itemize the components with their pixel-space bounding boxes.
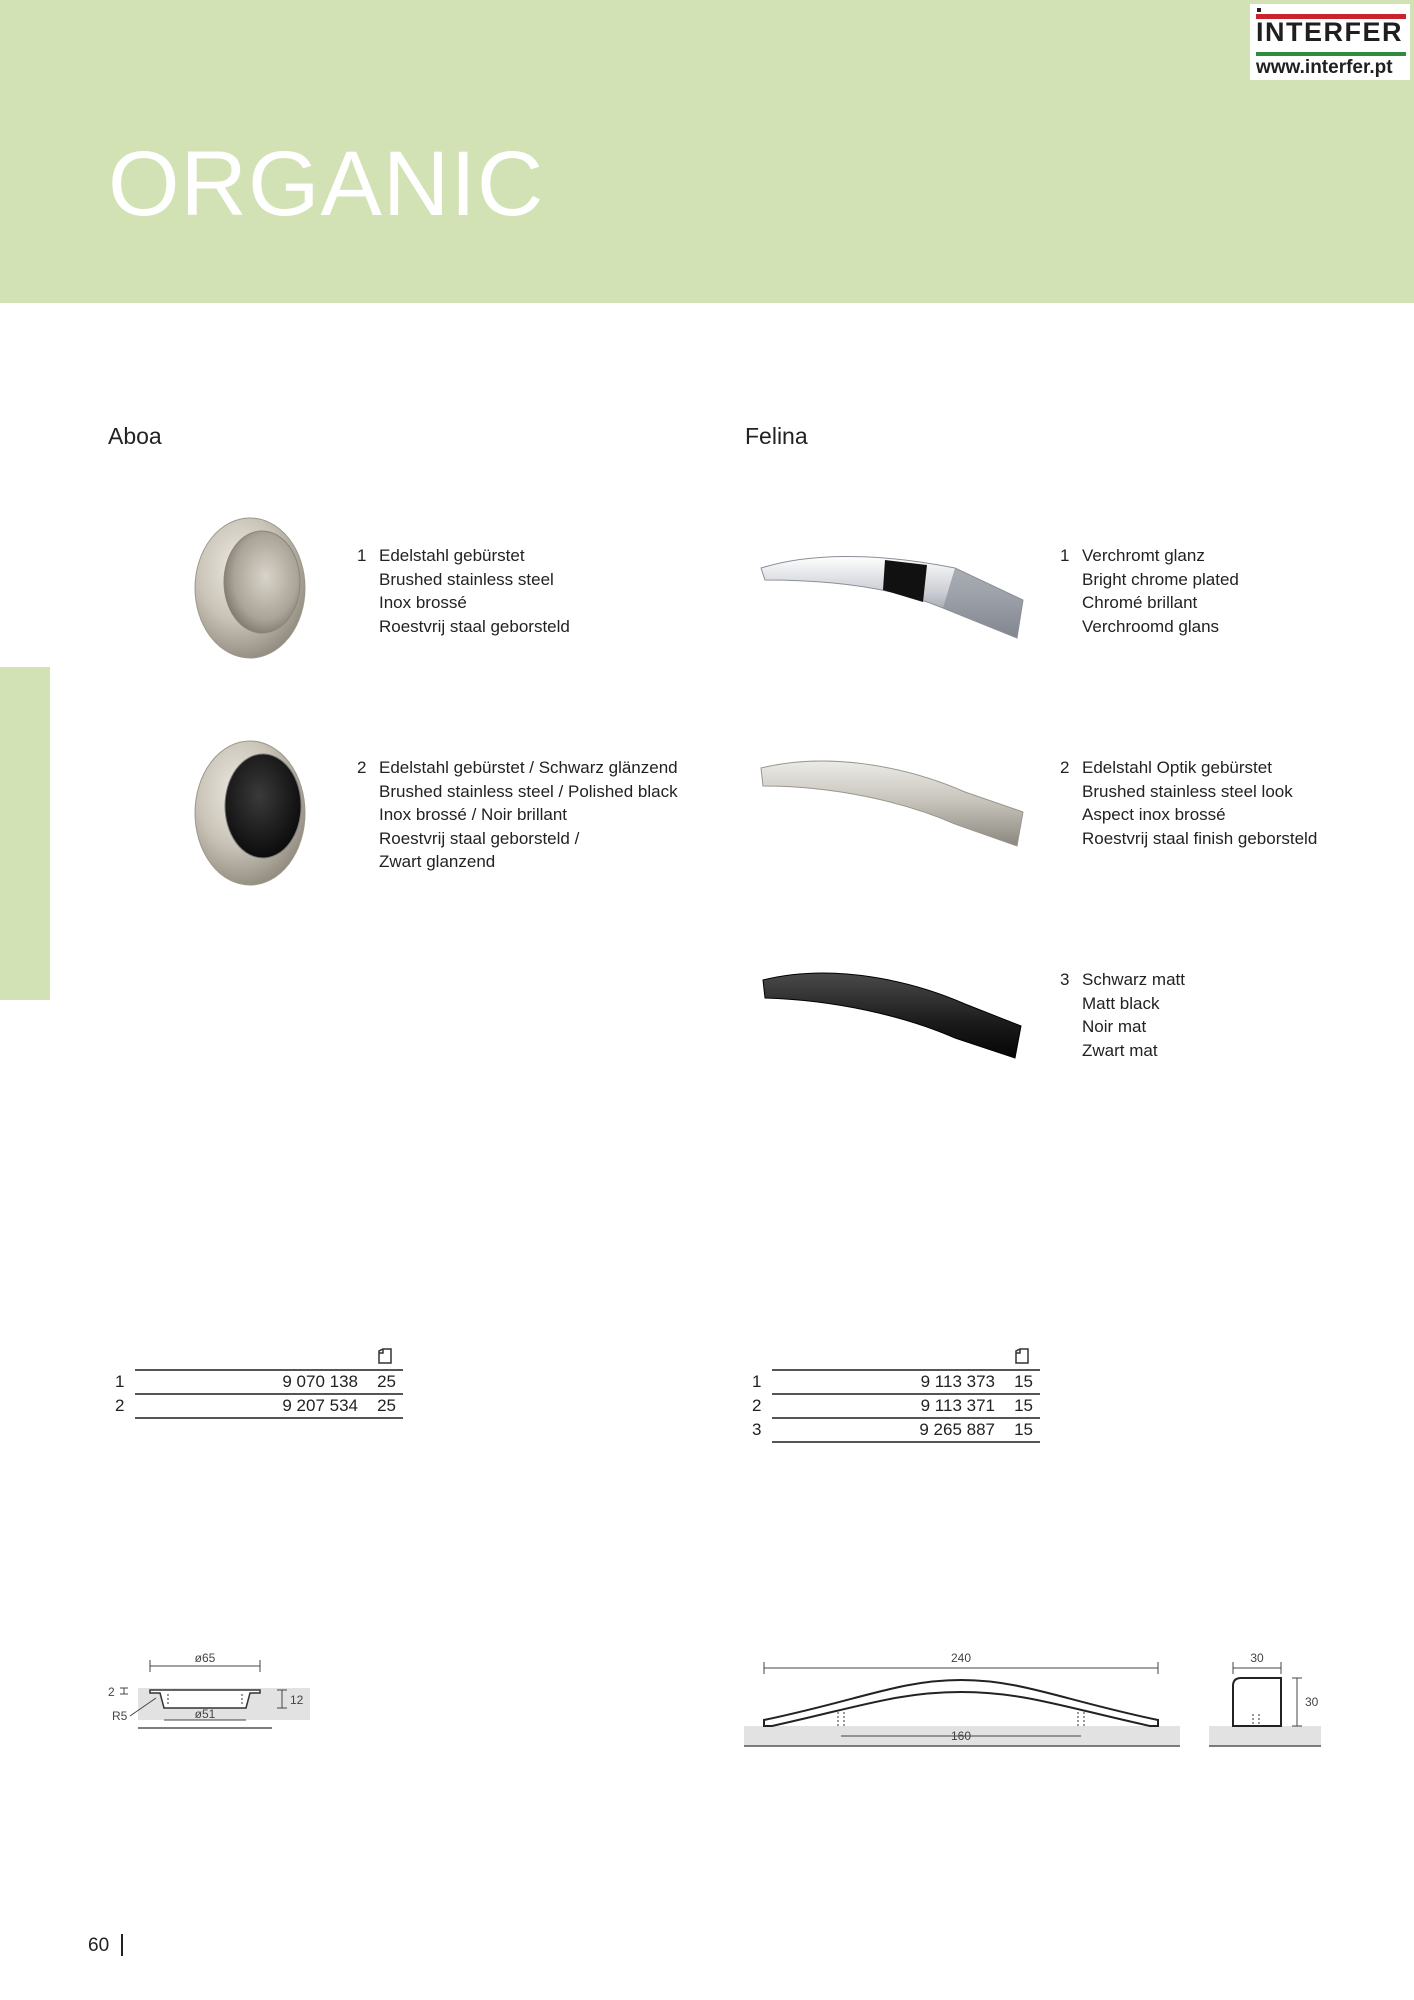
row-number: 2 (752, 1396, 762, 1415)
aboa-title: Aboa (108, 423, 162, 449)
variant-line: Chromé brillant (1082, 593, 1198, 612)
felina-image-3 (755, 960, 1035, 1070)
aboa-image-2 (185, 730, 320, 895)
page-number: 60 (88, 1935, 110, 1956)
table-row (752, 1395, 1040, 1419)
header-banner (0, 0, 1414, 303)
dim-inner-diameter: ø51 (194, 1707, 216, 1721)
dim-outer-diameter: ø65 (194, 1651, 216, 1665)
mounting-surface (1209, 1726, 1321, 1746)
dim-radius: R5 (112, 1709, 128, 1723)
felina-title: Felina (745, 423, 808, 449)
package-icon (1014, 1345, 1030, 1365)
variant-line: Edelstahl gebürstet (379, 546, 525, 565)
variant-line: Verchromt glanz (1082, 546, 1205, 565)
row-number: 1 (752, 1372, 762, 1391)
variant-line: Matt black (1082, 993, 1160, 1013)
variant-number: 2 (357, 758, 367, 777)
row-number: 3 (752, 1420, 762, 1439)
row-number: 2 (115, 1396, 125, 1415)
felina-article-table (752, 1345, 1040, 1445)
dim-width: 30 (1250, 1651, 1264, 1665)
variant-line: Brushed stainless steel / Polished black (379, 781, 678, 801)
logo-brand: INTERFER (1256, 17, 1403, 47)
variant-line: Brushed stainless steel (379, 569, 554, 589)
package-icon (377, 1345, 393, 1365)
dim-height: 30 (1305, 1695, 1319, 1709)
interfer-logo (1250, 4, 1410, 80)
variant-line: Schwarz matt (1082, 970, 1185, 989)
table-row (115, 1371, 403, 1395)
dim-length: 240 (950, 1651, 972, 1665)
table-row (752, 1419, 1040, 1443)
row-rule (772, 1441, 1040, 1443)
table-row (752, 1371, 1040, 1395)
felina-side-drawing (740, 1640, 1190, 1750)
article-code: 9 070 138 (282, 1372, 358, 1391)
variant-line: Inox brossé / Noir brillant (379, 805, 568, 824)
variant-line: Edelstahl Optik gebürstet (1082, 758, 1272, 777)
variant-line: Roestvrij staal geborsteld / (379, 828, 580, 848)
variant-line: Brushed stainless steel look (1082, 781, 1293, 801)
variant-line: Zwart glanzend (379, 852, 496, 871)
dim-lip: 2 (108, 1685, 115, 1699)
variant-line: Edelstahl gebürstet / Schwarz glänzend (379, 758, 678, 777)
logo-url: www.interfer.pt (1256, 57, 1393, 78)
section-side-tab (0, 667, 50, 1000)
variant-number: 1 (357, 546, 367, 565)
felina-image-1 (755, 540, 1035, 650)
variant-number: 3 (1060, 970, 1070, 989)
variant-line: Bright chrome plated (1082, 569, 1239, 589)
aboa-technical-drawing (100, 1640, 320, 1750)
page-number-divider (121, 1934, 123, 1956)
variant-number: 2 (1060, 758, 1070, 777)
row-rule (135, 1417, 403, 1419)
pack-qty: 15 (1014, 1420, 1033, 1439)
variant-number: 1 (1060, 546, 1070, 565)
pack-qty: 15 (1014, 1372, 1033, 1391)
article-code: 9 113 371 (920, 1396, 995, 1415)
pack-qty: 15 (1014, 1396, 1033, 1415)
table-row (115, 1395, 403, 1419)
page-title: ORGANIC (108, 133, 545, 235)
dim-hole-distance: 160 (950, 1729, 972, 1743)
article-code: 9 265 887 (919, 1420, 995, 1439)
article-code: 9 113 373 (920, 1372, 995, 1391)
felina-image-2 (755, 750, 1035, 860)
row-number: 1 (115, 1372, 125, 1391)
logo-green-bar (1256, 52, 1406, 56)
felina-end-drawing (1205, 1640, 1325, 1750)
logo-dot (1257, 8, 1261, 12)
pack-qty: 25 (377, 1396, 396, 1415)
variant-line: Aspect inox brossé (1082, 805, 1226, 824)
dim-depth: 12 (290, 1693, 304, 1707)
variant-line: Noir mat (1082, 1017, 1147, 1036)
article-code: 9 207 534 (282, 1396, 358, 1415)
pack-qty: 25 (377, 1372, 396, 1391)
aboa-article-table (115, 1345, 403, 1425)
variant-line: Roestvrij staal finish geborsteld (1082, 828, 1318, 848)
variant-line: Zwart mat (1082, 1040, 1158, 1060)
aboa-image-1 (185, 508, 320, 668)
variant-line: Roestvrij staal geborsteld (379, 616, 570, 636)
variant-line: Verchroomd glans (1082, 616, 1220, 636)
variant-line: Inox brossé (379, 593, 467, 612)
